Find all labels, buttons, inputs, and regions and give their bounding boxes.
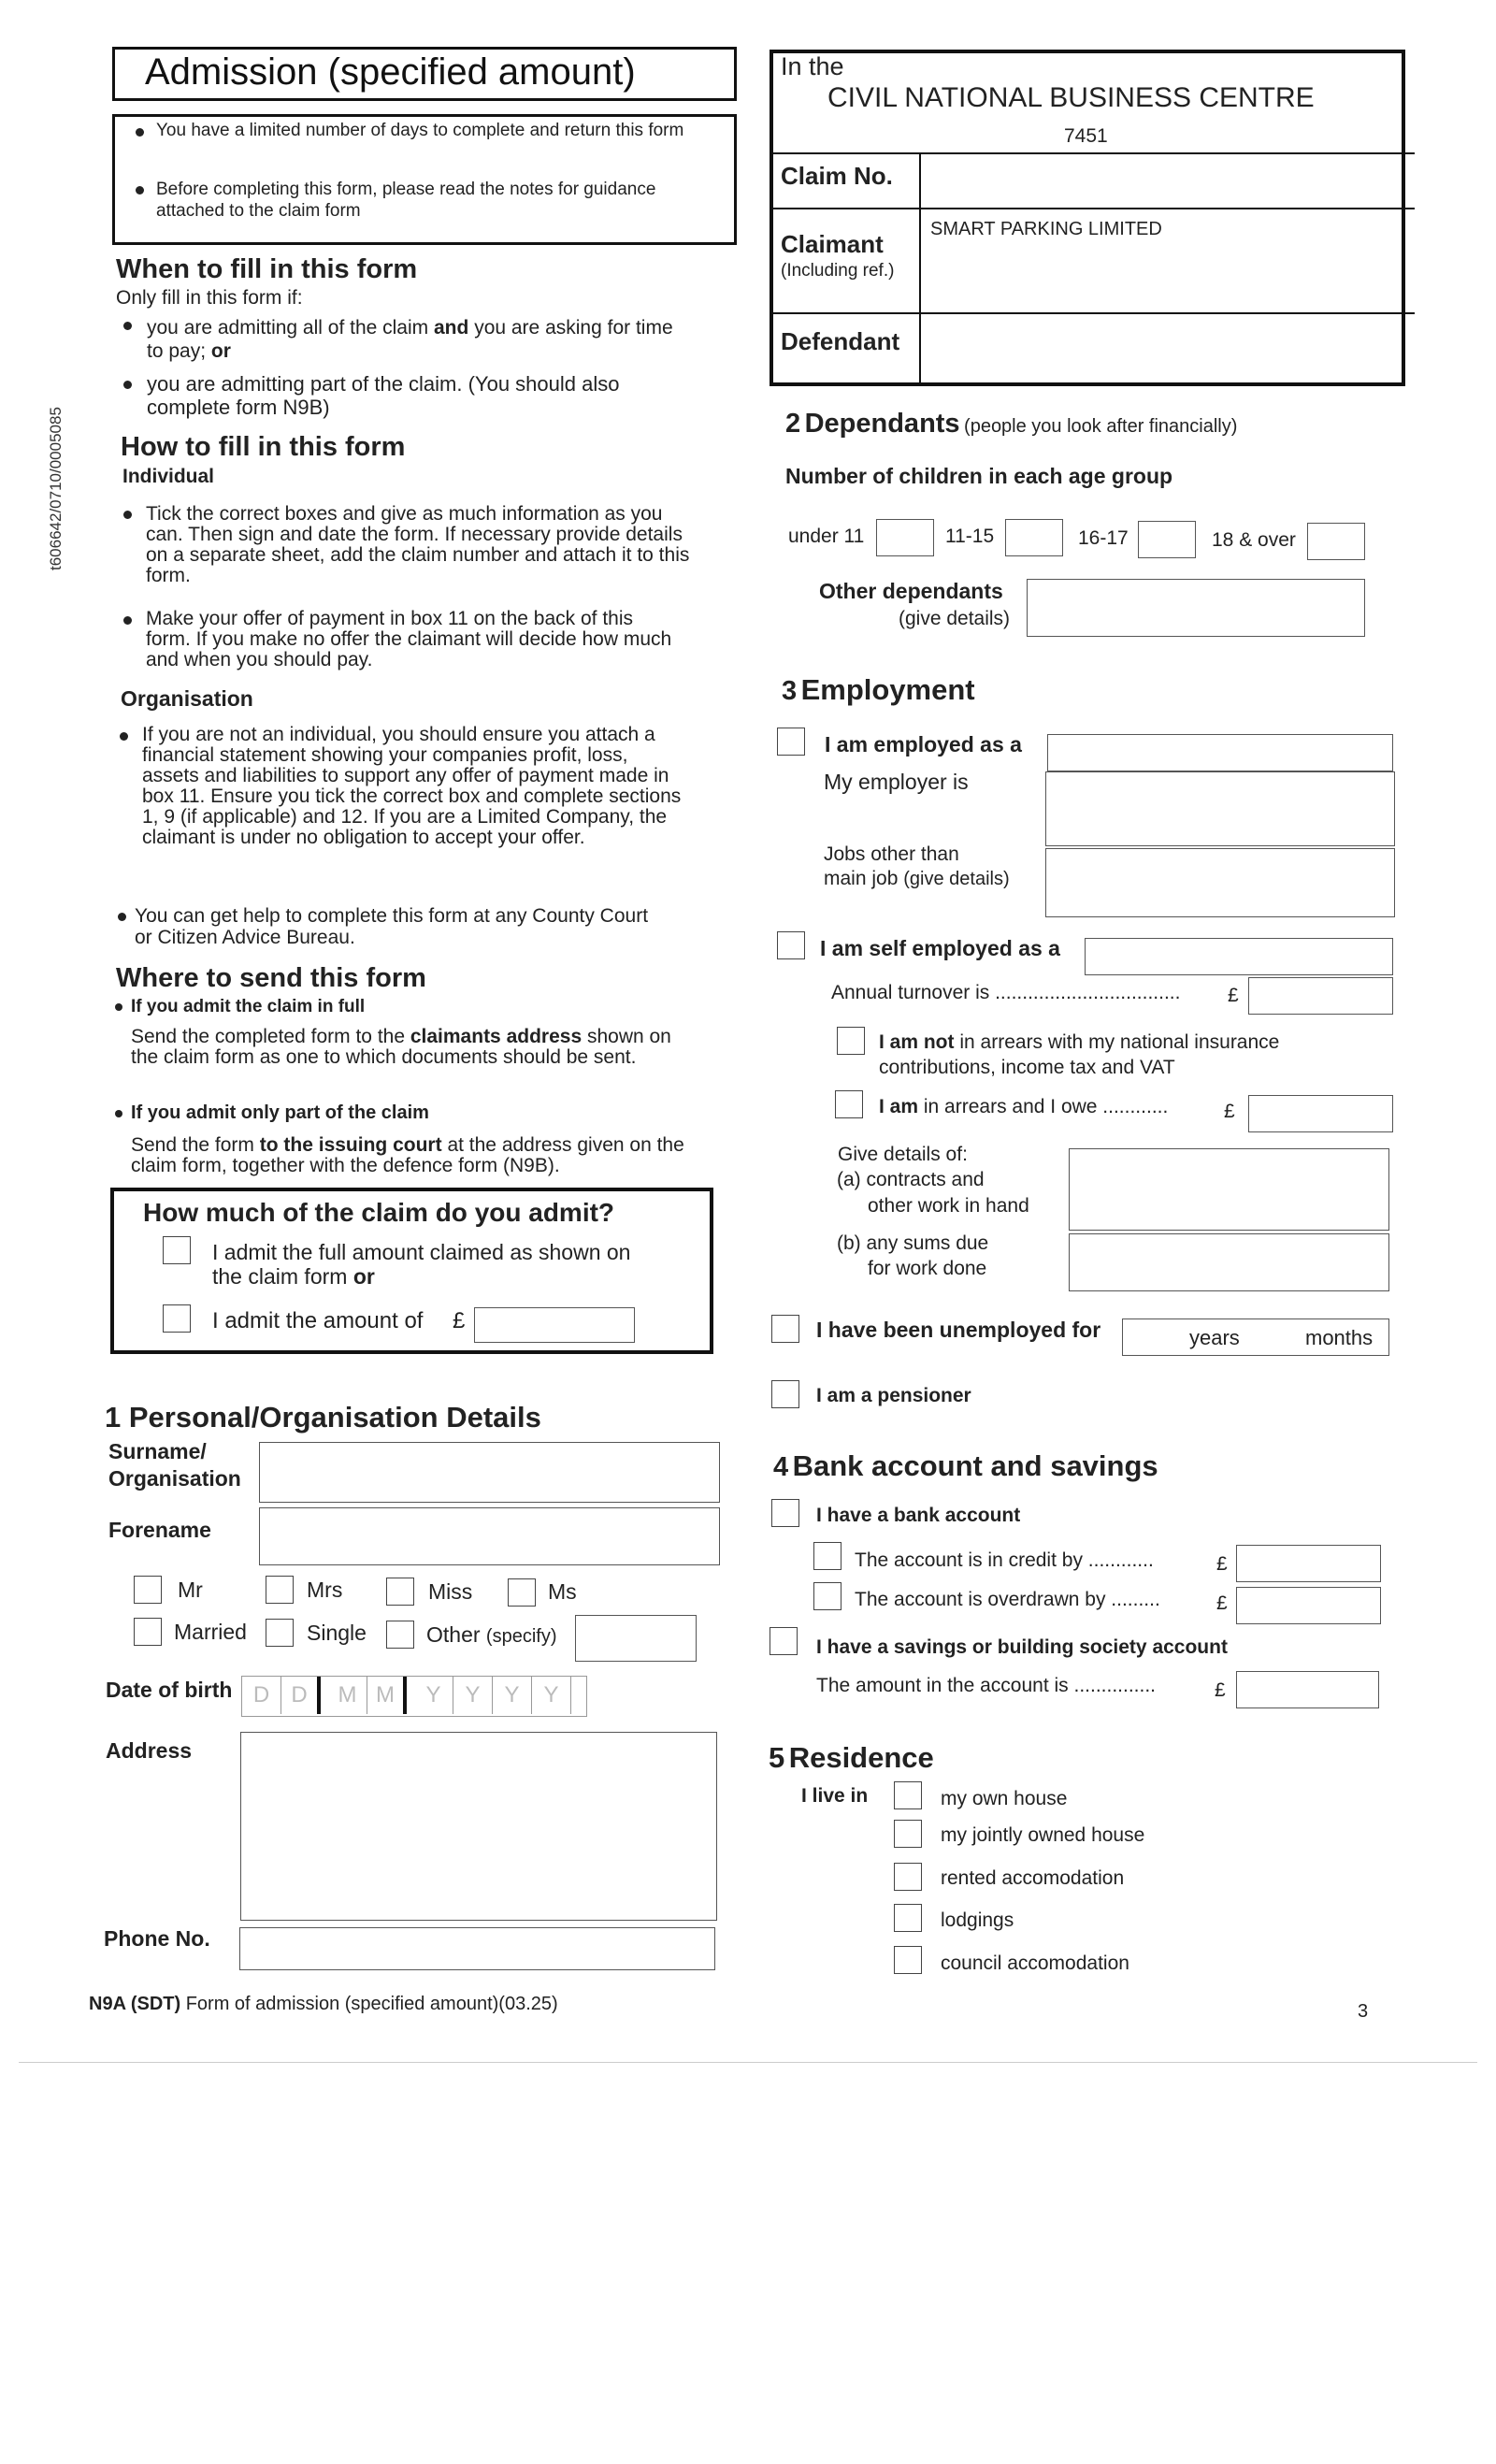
- details-label: Give details of:: [838, 1144, 968, 1165]
- credit-checkbox[interactable]: [813, 1542, 842, 1570]
- ms-label: Ms: [548, 1579, 577, 1604]
- dob-field[interactable]: [241, 1676, 587, 1717]
- arrears-label: I am in arrears and I owe ............: [879, 1096, 1169, 1117]
- bullet-icon: [123, 616, 132, 625]
- age-18-over: 18 & over: [1212, 529, 1296, 551]
- married-checkbox[interactable]: [134, 1618, 162, 1646]
- help-text: You can get help to complete this form at any County Court or Citizen Advice Bureau.: [135, 905, 649, 948]
- pensioner-checkbox[interactable]: [771, 1380, 799, 1408]
- admit-amount-field[interactable]: [474, 1307, 635, 1343]
- unemployed-checkbox[interactable]: [771, 1315, 799, 1343]
- surname-label: Surname/: [108, 1439, 207, 1463]
- in-the-label: In the: [781, 52, 844, 80]
- under-11-field[interactable]: [876, 519, 934, 556]
- employed-as-field[interactable]: [1047, 734, 1393, 771]
- side-code: t606642/0710/0005085: [47, 407, 65, 570]
- footer-rule: [19, 2062, 1477, 2063]
- admit-full-label: I admit the full amount claimed as shown on the claim form or: [212, 1240, 631, 1289]
- bank-account-checkbox[interactable]: [771, 1499, 799, 1527]
- when-bullet-2: you are admitting part of the claim. (You should also complete form N9B): [147, 372, 620, 419]
- single-label: Single: [307, 1621, 367, 1645]
- turnover-currency: £: [1228, 985, 1239, 1006]
- court-divider: [770, 208, 1415, 209]
- court-divider: [770, 152, 1415, 154]
- phone-field[interactable]: [239, 1927, 715, 1970]
- sums-field[interactable]: [1069, 1233, 1389, 1291]
- own-house-label: my own house: [941, 1788, 1068, 1809]
- admit-heading: How much of the claim do you admit?: [143, 1198, 615, 1227]
- bullet-icon: [123, 381, 132, 389]
- contracts-label-1: (a) contracts and: [837, 1169, 985, 1190]
- age-16-17: 16-17: [1078, 527, 1129, 549]
- dob-digit: Y: [493, 1677, 532, 1714]
- not-arrears-label: I am not in arrears with my national insurance: [879, 1031, 1280, 1053]
- address-field[interactable]: [240, 1732, 717, 1921]
- arrears-currency: £: [1224, 1101, 1235, 1122]
- court-name: CIVIL NATIONAL BUSINESS CENTRE: [827, 82, 1315, 113]
- live-in-label: I live in: [801, 1785, 869, 1807]
- claimant-sub: (Including ref.): [781, 261, 895, 281]
- dob-digit: M: [367, 1677, 407, 1714]
- where-full-label: If you admit the claim in full: [131, 997, 366, 1016]
- miss-checkbox[interactable]: [386, 1578, 414, 1606]
- section-2-heading: 2 Dependants (people you look after financially): [785, 409, 1238, 439]
- forename-field[interactable]: [259, 1507, 720, 1565]
- lodgings-label: lodgings: [941, 1909, 1014, 1931]
- section-5-heading: 5 Residence: [769, 1741, 934, 1774]
- council-checkbox[interactable]: [894, 1946, 922, 1974]
- address-label: Address: [106, 1738, 193, 1763]
- mr-checkbox[interactable]: [134, 1576, 162, 1604]
- how-individual-1: Tick the correct boxes and give as much information as you can. Then sign and date the form. If necessary provide details on a separate sheet, add the claim number and attach it to this form.: [146, 503, 690, 586]
- court-divider: [770, 312, 1415, 314]
- single-checkbox[interactable]: [266, 1619, 294, 1647]
- bank-account-label: I have a bank account: [816, 1505, 1021, 1526]
- arrears-amount-field[interactable]: [1248, 1095, 1393, 1132]
- other-dependants-label: Other dependants: [819, 579, 1003, 603]
- age-11-15: 11-15: [945, 526, 995, 547]
- sums-label-1: (b) any sums due: [837, 1232, 989, 1254]
- rented-checkbox[interactable]: [894, 1863, 922, 1891]
- credit-amount-field[interactable]: [1236, 1545, 1381, 1582]
- organisation-label: Organisation: [121, 686, 253, 711]
- contracts-label-2: other work in hand: [868, 1195, 1029, 1217]
- claim-no-label: Claim No.: [781, 162, 893, 190]
- organisation-field-label: Organisation: [108, 1466, 241, 1491]
- mr-label: Mr: [178, 1578, 203, 1602]
- dob-digit: M: [328, 1677, 367, 1714]
- dob-digit: Y: [414, 1677, 453, 1714]
- not-arrears-label-2: contributions, income tax and VAT: [879, 1057, 1175, 1078]
- jointly-owned-checkbox[interactable]: [894, 1820, 922, 1848]
- savings-amount-field[interactable]: [1236, 1671, 1379, 1708]
- own-house-checkbox[interactable]: [894, 1781, 922, 1809]
- jobs-label-2: main job (give details): [824, 868, 1010, 889]
- credit-label: The account is in credit by ............: [855, 1549, 1154, 1571]
- other-label: Other (specify): [426, 1622, 557, 1647]
- pensioner-label: I am a pensioner: [816, 1385, 971, 1406]
- section-3-heading: 3 Employment: [782, 673, 975, 706]
- miss-label: Miss: [428, 1579, 473, 1604]
- claimant-value[interactable]: SMART PARKING LIMITED: [930, 219, 1162, 239]
- admit-full-checkbox[interactable]: [163, 1236, 191, 1264]
- page-number: 3: [1358, 2001, 1369, 2022]
- phone-label: Phone No.: [104, 1926, 210, 1951]
- savings-checkbox[interactable]: [770, 1627, 798, 1655]
- how-organisation-1: If you are not an individual, you should ensure you attach a financial statement showing your companies profit, loss, assets and liabilities to support any offer of payment made in box 11. Ensure you tick the correct box and complete sections 1, 9 (if applicable) and 12. If you are a Limited Company, the claimant is under no obligation to accept your offer.: [142, 724, 682, 848]
- where-heading: Where to send this form: [116, 963, 426, 993]
- months-label: months: [1305, 1326, 1374, 1349]
- mrs-label: Mrs: [307, 1578, 343, 1602]
- notice-1: You have a limited number of days to complete and return this form: [156, 121, 684, 140]
- rented-label: rented accomodation: [941, 1867, 1125, 1889]
- overdrawn-currency: £: [1216, 1592, 1228, 1614]
- bullet-icon: [120, 732, 128, 741]
- self-employed-label: I am self employed as a: [820, 936, 1060, 960]
- lodgings-checkbox[interactable]: [894, 1904, 922, 1932]
- dob-digit: D: [281, 1677, 321, 1714]
- other-dependants-field[interactable]: [1027, 579, 1365, 637]
- self-employed-field[interactable]: [1085, 938, 1393, 975]
- bullet-icon: [123, 322, 132, 330]
- turnover-field[interactable]: [1248, 977, 1393, 1015]
- how-heading: How to fill in this form: [121, 432, 406, 462]
- bullet-icon: [115, 1003, 122, 1011]
- claimant-label: Claimant: [781, 230, 884, 258]
- unemployed-label: I have been unemployed for: [816, 1318, 1101, 1342]
- bullet-icon: [118, 913, 126, 921]
- bullet-icon: [136, 128, 144, 137]
- ms-checkbox[interactable]: [508, 1578, 536, 1607]
- where-part-text: Send the form to the issuing court at the address given on the claim form, together with the defence form (N9B).: [131, 1134, 684, 1176]
- when-bullet-1: you are admitting all of the claim and you are asking for time to pay; or: [147, 317, 673, 362]
- where-full-text: Send the completed form to the claimants address shown on the claim form as one to which documents should be sent.: [131, 1026, 671, 1068]
- contracts-field[interactable]: [1069, 1148, 1389, 1231]
- age-under-11: under 11: [788, 526, 865, 547]
- admit-amount-label: I admit the amount of: [212, 1308, 424, 1333]
- bullet-icon: [123, 511, 132, 519]
- arrears-checkbox[interactable]: [835, 1090, 863, 1118]
- dob-digit: D: [242, 1677, 281, 1714]
- jobs-label-1: Jobs other than: [824, 843, 959, 865]
- age-11-15-field[interactable]: [1005, 519, 1063, 556]
- form-footer: N9A (SDT) Form of admission (specified amount)(03.25): [89, 1994, 558, 2014]
- children-label: Number of children in each age group: [785, 464, 1173, 488]
- savings-currency: £: [1215, 1679, 1226, 1701]
- savings-label: I have a savings or building society account: [816, 1636, 1228, 1658]
- council-label: council accomodation: [941, 1952, 1129, 1974]
- admit-currency: £: [453, 1308, 466, 1333]
- employed-label: I am employed as a: [825, 732, 1022, 756]
- employed-checkbox[interactable]: [777, 728, 805, 756]
- savings-amount-label: The amount in the account is ...............: [816, 1675, 1157, 1696]
- jointly-owned-label: my jointly owned house: [941, 1824, 1145, 1846]
- other-dependants-give: (give details): [899, 608, 1011, 629]
- page-title: Admission (specified amount): [145, 51, 636, 93]
- age-18-over-field[interactable]: [1307, 523, 1365, 560]
- dob-digit: Y: [532, 1677, 571, 1714]
- overdrawn-checkbox[interactable]: [813, 1582, 842, 1610]
- admit-amount-checkbox[interactable]: [163, 1304, 191, 1333]
- notice-2: Before completing this form, please read the notes for guidance attached to the claim form: [156, 180, 656, 221]
- when-heading: When to fill in this form: [116, 254, 418, 284]
- self-employed-checkbox[interactable]: [777, 931, 805, 959]
- other-checkbox[interactable]: [386, 1621, 414, 1649]
- dob-label: Date of birth: [106, 1678, 233, 1702]
- other-jobs-field[interactable]: [1045, 848, 1395, 917]
- not-arrears-checkbox[interactable]: [837, 1027, 865, 1055]
- employer-label: My employer is: [824, 770, 969, 794]
- court-code: 7451: [1064, 125, 1108, 147]
- employer-field[interactable]: [1045, 771, 1395, 846]
- bullet-icon: [136, 186, 144, 195]
- section-4-heading: 4 Bank account and savings: [773, 1449, 1158, 1482]
- how-individual-2: Make your offer of payment in box 11 on the back of this form. If you make no offer the claimant will decide how much and when you should pay.: [146, 608, 672, 670]
- other-specify-field[interactable]: [575, 1615, 697, 1662]
- forename-label: Forename: [108, 1518, 211, 1542]
- sums-label-2: for work done: [868, 1258, 987, 1279]
- overdrawn-label: The account is overdrawn by .........: [855, 1589, 1160, 1610]
- defendant-label: Defendant: [781, 327, 900, 355]
- overdrawn-amount-field[interactable]: [1236, 1587, 1381, 1624]
- surname-field[interactable]: [259, 1442, 720, 1503]
- turnover-label: Annual turnover is ..................................: [831, 982, 1181, 1003]
- age-16-17-field[interactable]: [1138, 521, 1196, 558]
- bullet-icon: [115, 1110, 122, 1117]
- court-col-divider: [919, 152, 921, 383]
- where-part-label: If you admit only part of the claim: [131, 1102, 429, 1123]
- married-label: Married: [174, 1620, 247, 1644]
- section-1-heading: 1 Personal/Organisation Details: [105, 1401, 541, 1434]
- credit-currency: £: [1216, 1553, 1228, 1575]
- dob-digit: Y: [453, 1677, 493, 1714]
- individual-label: Individual: [122, 466, 215, 487]
- years-label: years: [1189, 1326, 1240, 1349]
- mrs-checkbox[interactable]: [266, 1576, 294, 1604]
- when-intro: Only fill in this form if:: [116, 287, 303, 309]
